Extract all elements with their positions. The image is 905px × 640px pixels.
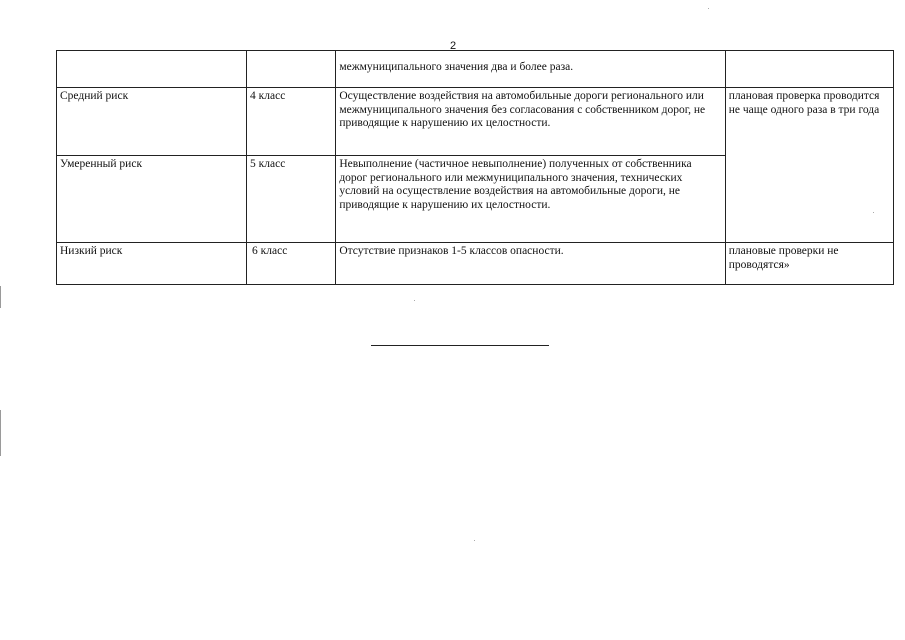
scan-speck: [708, 8, 709, 9]
class-cell: 5 класс: [247, 156, 336, 243]
criteria-cell: Невыполнение (частичное невыполнение) полученных от собственника дорог регионального или межмуниципального значения, технических условий на осуществление воздействия на автомобильные дороги, не приводящие к нарушению их целостности.: [336, 156, 725, 243]
class-cell: 4 класс: [247, 88, 336, 156]
criteria-cell: межмуниципального значения два и более раза.: [336, 51, 725, 88]
page-number: 2: [450, 40, 457, 52]
closing-rule-line: [371, 345, 549, 346]
scan-speck: [414, 300, 415, 301]
risk-cell: Умеренный риск: [57, 156, 247, 243]
risk-cell: [57, 51, 247, 88]
risk-classification-table: [56, 50, 894, 285]
risk-cell: Низкий риск: [57, 243, 247, 285]
scan-edge-mark: [0, 286, 1, 308]
scan-speck: [474, 540, 475, 541]
class-cell: [247, 51, 336, 88]
table-row: [57, 243, 894, 285]
table-row: [57, 88, 894, 156]
criteria-cell: Отсутствие признаков 1-5 классов опасности.: [336, 243, 725, 285]
risk-cell: Средний риск: [57, 88, 247, 156]
frequency-cell: плановая проверка проводится не чаще одного раза в три года: [725, 88, 893, 243]
class-cell: 6 класс: [247, 243, 336, 285]
table-row: [57, 51, 894, 88]
scan-speck: [873, 212, 874, 213]
frequency-cell: плановые проверки не проводятся»: [725, 243, 893, 285]
scan-edge-mark: [0, 410, 1, 456]
criteria-cell: Осуществление воздействия на автомобильные дороги регионального или межмуниципального значения без согласования с собственником дорог, не приводящие к нарушению их целостности.: [336, 88, 725, 156]
frequency-cell: [725, 51, 893, 88]
